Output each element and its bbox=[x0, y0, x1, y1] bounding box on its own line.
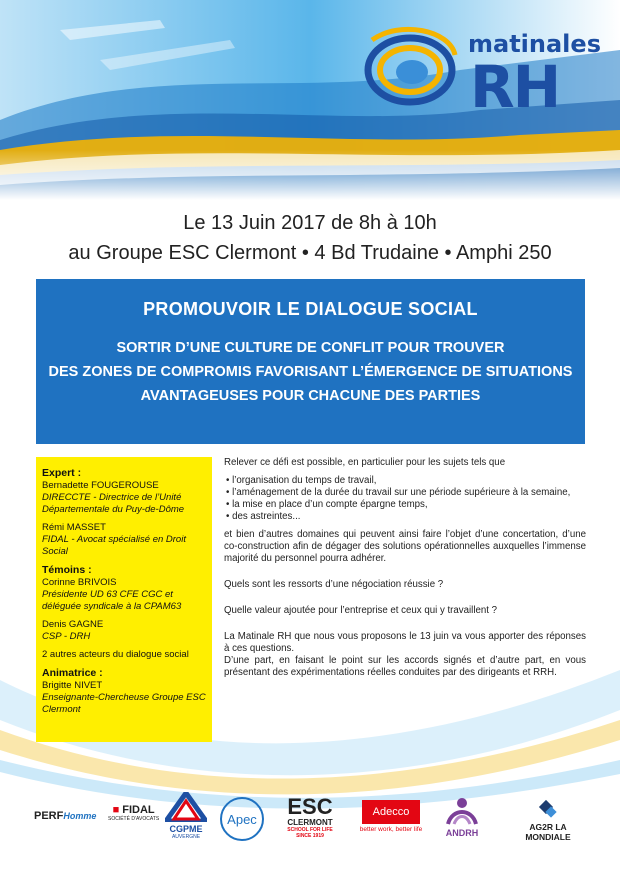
speaker-role: DIRECCTE - Directrice de l’Unité Départementale du Puy-de-Dôme bbox=[42, 492, 185, 515]
paragraph: D’une part, en faisant le point sur les accords signés et d’autre part, en vous présentant des expérimentations réelles conduites par des dirigeants et RRH. bbox=[224, 655, 586, 678]
ag2r-diamond-icon bbox=[537, 798, 559, 820]
cgpme-triangle-icon bbox=[165, 792, 207, 822]
partner-logos bbox=[0, 790, 620, 850]
banner-subtitle-line: DES ZONES DE COMPROMIS FAVORISANT L’ÉMERGENCE DE SITUATIONS bbox=[48, 364, 573, 380]
logo-text: AG2R LA MONDIALE bbox=[525, 822, 571, 842]
banner-subtitle-line: SORTIR D’UNE CULTURE DE CONFLIT POUR TROUVER bbox=[116, 340, 505, 356]
event-date: Le 13 Juin 2017 de 8h à 10h bbox=[183, 212, 437, 234]
logo-subtext: CLERMONT bbox=[287, 818, 333, 827]
logo-text: Adecco bbox=[362, 800, 420, 824]
question: Quelle valeur ajoutée pour l’entreprise et ceux qui y travaillent ? bbox=[224, 605, 498, 616]
logo-fidal: ■ FIDAL SOCIÉTÉ D’AVOCATS bbox=[108, 804, 160, 822]
event-info bbox=[0, 208, 620, 268]
logo-line-rh: RH bbox=[470, 53, 560, 121]
banner-subtitle bbox=[36, 336, 585, 408]
banner-title-prefix: PROMOUVOIR LE bbox=[143, 299, 306, 319]
host-heading: Animatrice : bbox=[42, 667, 103, 679]
event-logo bbox=[440, 30, 601, 121]
logo-cgpme bbox=[165, 792, 207, 840]
logo-text: Apec bbox=[227, 812, 257, 827]
logo-tagline: SINCE 1919 bbox=[296, 833, 324, 839]
logo-tagline: better work, better life bbox=[359, 826, 423, 833]
speaker-role: FIDAL - Avocat spécialisé en Droit Social bbox=[42, 534, 186, 557]
other-witnesses: 2 autres acteurs du dialogue social bbox=[42, 649, 189, 660]
speaker-role: Présidente UD 63 CFE CGC et déléguée syndicale à la CPAM63 bbox=[42, 589, 182, 612]
expert-heading: Expert : bbox=[42, 467, 82, 479]
logo-text: ESC bbox=[287, 794, 333, 819]
speaker-name: Brigitte NIVET bbox=[42, 680, 103, 691]
speaker-role: Enseignante-Chercheuse Groupe ESC Clermont bbox=[42, 692, 206, 715]
banner-subtitle-line: AVANTAGEUSES POUR CHACUNE DES PARTIES bbox=[140, 388, 481, 404]
list-item: • l’organisation du temps de travail, bbox=[224, 475, 586, 487]
paragraph: et bien d’autres domaines qui peuvent ainsi faire l’objet d’une concertation, d’une co-construction afin de dégager des solutions opérationnelles auxquelles l’immense majorité du personnel pourra adhérer. bbox=[224, 529, 586, 564]
logo-subtext: Homme bbox=[63, 811, 97, 821]
logo-text: CGPME bbox=[169, 824, 203, 834]
speaker-role: CSP - DRH bbox=[42, 631, 91, 642]
question: Quels sont les ressorts d’une négociation réussie ? bbox=[224, 579, 444, 590]
logo-ag2r bbox=[506, 798, 590, 842]
logo-text: PERF bbox=[34, 810, 64, 822]
speaker-name: Corinne BRIVOIS bbox=[42, 577, 117, 588]
speaker-name: Rémi MASSET bbox=[42, 522, 106, 533]
speakers-panel bbox=[36, 457, 212, 742]
paragraph: La Matinale RH que nous vous proposons le 13 juin va vous apporter des réponses à ces questions. bbox=[224, 631, 586, 654]
topics-list bbox=[224, 475, 586, 523]
witness-heading: Témoins : bbox=[42, 564, 92, 576]
logo-subtext: AUVERGNE bbox=[171, 834, 201, 840]
andrh-figures-icon bbox=[442, 796, 482, 826]
logo-adecco bbox=[354, 800, 428, 833]
theme-banner bbox=[36, 279, 585, 444]
logo-line-matinales: matinales bbox=[468, 30, 601, 58]
list-item: • l’aménagement de la durée du travail sur une période supérieure à la semaine, bbox=[224, 487, 586, 499]
logo-text: FIDAL bbox=[122, 804, 155, 816]
banner-title-bold: DIALOGUE SOCIAL bbox=[305, 299, 478, 319]
speaker-name: Denis GAGNE bbox=[42, 619, 104, 630]
apec-circle-icon bbox=[216, 796, 268, 842]
intro-text: Relever ce défi est possible, en particulier pour les sujets tels que bbox=[224, 457, 506, 468]
banner-title bbox=[36, 299, 585, 320]
logo-text: ANDRH bbox=[445, 828, 479, 838]
logo-andrh bbox=[436, 796, 488, 838]
logo-tagline: SCHOOL FOR LIFE bbox=[287, 827, 333, 833]
logo-perf-homme bbox=[34, 810, 96, 822]
event-description bbox=[224, 457, 586, 688]
speaker-name: Bernadette FOUGEROUSE bbox=[42, 480, 159, 491]
event-venue: au Groupe ESC Clermont • 4 Bd Trudaine • Amphi 250 bbox=[68, 242, 552, 264]
logo-subtext: SOCIÉTÉ D’AVOCATS bbox=[108, 816, 160, 822]
list-item: • la mise en place d’un compte épargne temps, bbox=[224, 499, 586, 511]
logo-esc-clermont bbox=[286, 796, 334, 839]
list-item: • des astreintes... bbox=[224, 511, 586, 523]
logo-apec bbox=[216, 796, 268, 844]
